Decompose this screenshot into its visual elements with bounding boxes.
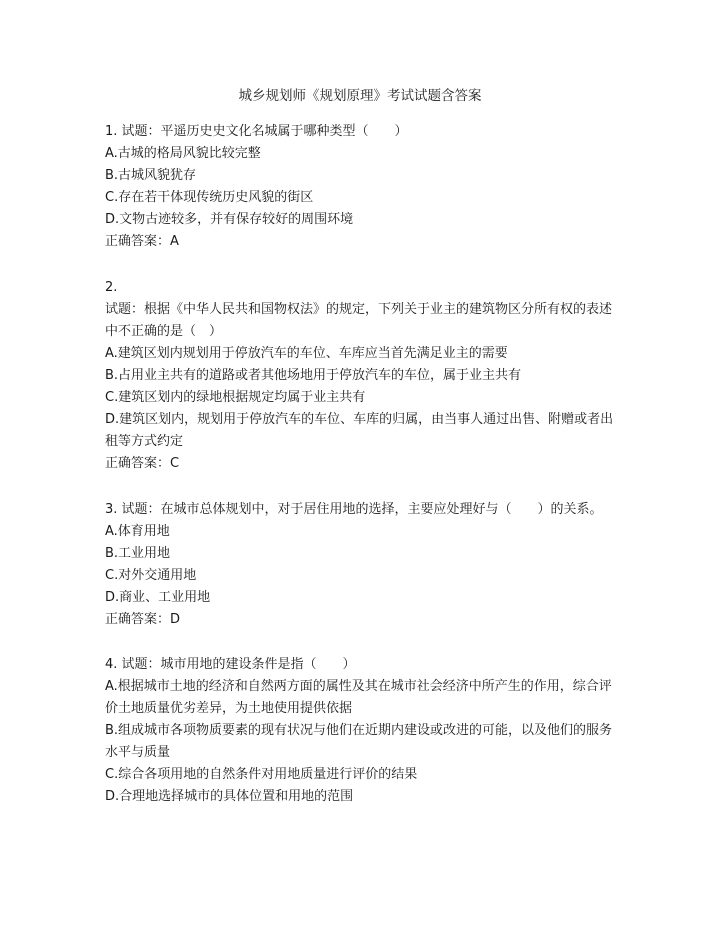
question-stem-continued: 中不正确的是（ ） (105, 324, 223, 339)
option-a-continued: 价土地质量优劣差异，为土地使用提供依据 (105, 701, 353, 716)
option-a: A.建筑区划内规划用于停放汽车的车位、车库应当首先满足业主的需要 (105, 346, 508, 361)
option-c: C.综合各项用地的自然条件对用地质量进行评价的结果 (105, 767, 418, 782)
option-b: B.占用业主共有的道路或者其他场地用于停放汽车的车位，属于业主共有 (105, 368, 522, 383)
option-a: A.古城的格局风貌比较完整 (105, 146, 261, 161)
option-c: C.建筑区划内的绿地根据规定均属于业主共有 (105, 390, 366, 405)
option-d: D.商业、工业用地 (105, 590, 211, 605)
question-stem: 1. 试题：平遥历史史文化名城属于哪种类型（ ） (105, 124, 408, 139)
option-d: D.合理地选择城市的具体位置和用地的范围 (105, 789, 354, 804)
question-stem: 试题：根据《中华人民共和国物权法》的规定，下列关于业主的建筑物区分所有权的表述 (105, 302, 613, 317)
option-a: A.根据城市土地的经济和自然两方面的属性及其在城市社会经济中所产生的作用，综合评 (105, 679, 612, 694)
option-c: C.存在若干体现传统历史风貌的街区 (105, 190, 314, 205)
question-number: 2. (105, 280, 118, 295)
question-2 (105, 277, 620, 475)
option-b-continued: 水平与质量 (105, 745, 171, 760)
question-1 (105, 121, 620, 253)
question-stem: 3. 试题：在城市总体规划中，对于居住用地的选择，主要应处理好与（ ）的关系。 (105, 502, 603, 517)
option-a: A.体育用地 (105, 524, 170, 539)
option-d-continued: 租等方式约定 (105, 434, 184, 449)
option-b: B.工业用地 (105, 546, 171, 561)
question-4 (105, 654, 620, 808)
option-b: B.古城风貌犹存 (105, 168, 197, 183)
question-3 (105, 499, 620, 631)
correct-answer: 正确答案：C (105, 456, 180, 471)
option-d: D.建筑区划内，规划用于停放汽车的车位、车库的归属，由当事人通过出售、附赠或者出 (105, 412, 614, 427)
document-title: 城乡规划师《规划原理》考试试题含答案 (238, 88, 482, 104)
option-c: C.对外交通用地 (105, 568, 197, 583)
option-d: D.文物古迹较多，并有保存较好的周围环境 (105, 212, 354, 227)
correct-answer: 正确答案：A (105, 234, 179, 249)
option-b: B.组成城市各项物质要素的现有状况与他们在近期内建设或改进的可能，以及他们的服务 (105, 723, 613, 738)
question-stem: 4. 试题：城市用地的建设条件是指（ ） (105, 657, 356, 672)
correct-answer: 正确答案：D (105, 612, 181, 627)
